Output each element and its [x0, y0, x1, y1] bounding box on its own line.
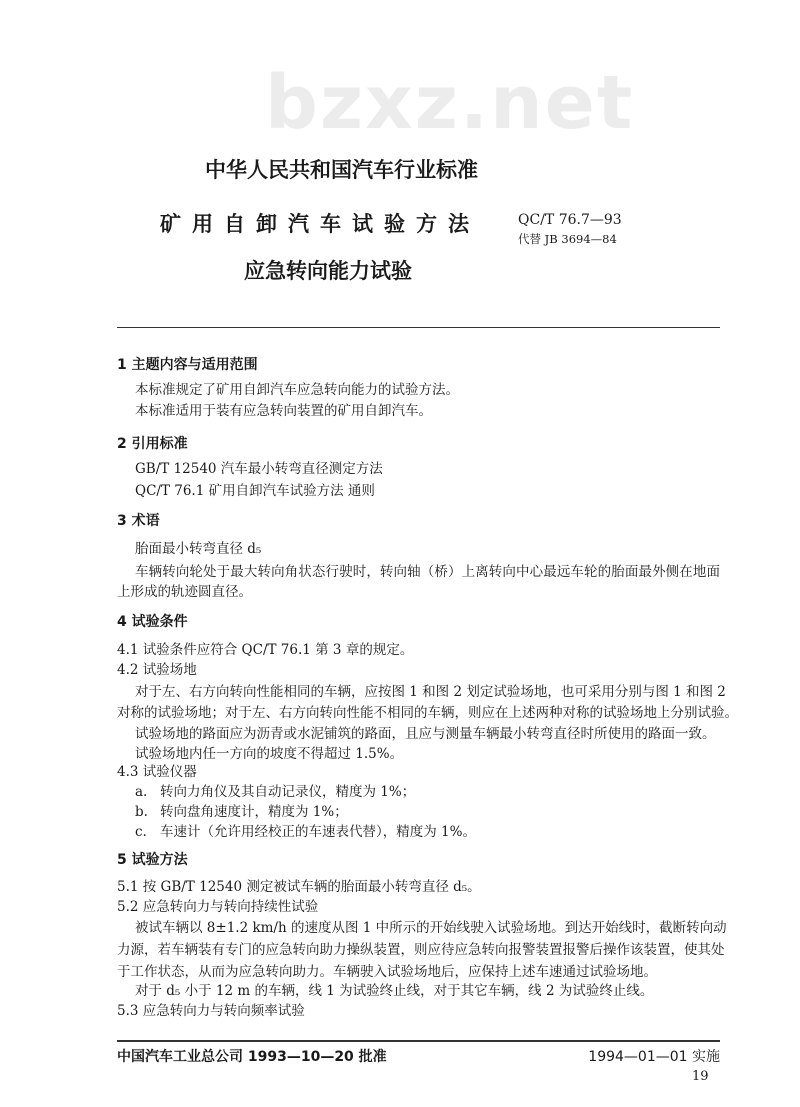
- watermark: bzxz.net: [265, 60, 635, 146]
- paragraph: 本标准规定了矿用自卸汽车应急转向能力的试验方法。: [135, 382, 459, 398]
- section-heading: 5 试验方法: [117, 852, 188, 868]
- section-heading: 2 引用标准: [117, 436, 188, 452]
- paragraph: 试验场地的路面应为沥青或水泥铺筑的路面，且应与测量车辆最小转弯直径时所使用的路面一致。: [135, 726, 716, 742]
- header-divider: [117, 327, 720, 328]
- paragraph: 力源，若车辆装有专门的应急转向助力操纵装置，则应待应急转向报警装置报警后操作该装置，使其处: [117, 942, 725, 958]
- doc-title: 矿用自卸汽车试验方法: [160, 212, 480, 236]
- paragraph: 对于 d₅ 小于 12 m 的车辆，线 1 为试验终止线，对于其它车辆，线 2 为试验终止线。: [135, 983, 654, 999]
- term: 胎面最小转弯直径 d₅: [135, 541, 262, 557]
- reference-item: QC/T 76.1 矿用自卸汽车试验方法 通则: [135, 483, 375, 499]
- paragraph: 本标准适用于装有应急转向装置的矿用自卸汽车。: [135, 403, 432, 419]
- doc-subtitle: 应急转向能力试验: [244, 259, 412, 283]
- list-marker: c.: [135, 824, 147, 840]
- paragraph: 上形成的轨迹圆直径。: [117, 584, 252, 600]
- list-item: 转向力角仪及其自动记录仪，精度为 1%；: [160, 784, 416, 800]
- clause: 5.2 应急转向力与转向持续性试验: [117, 899, 319, 915]
- list-item: 车速计（允许用经校正的车速表代替），精度为 1%。: [160, 824, 476, 840]
- effective-date: 1994—01—01 实施: [588, 1049, 720, 1065]
- clause: 4.3 试验仪器: [117, 764, 197, 780]
- list-item: 转向盘角速度计，精度为 1%；: [160, 804, 348, 820]
- section-heading: 4 试验条件: [117, 614, 188, 630]
- replaces-code: 代替 JB 3694—84: [518, 232, 617, 246]
- paragraph: 对于左、右方向转向性能相同的车辆，应按图 1 和图 2 划定试验场地，也可采用分别与图 1 和图 2: [135, 684, 726, 700]
- clause: 4.1 试验条件应符合 QC/T 76.1 第 3 章的规定。: [117, 642, 414, 658]
- clause: 5.1 按 GB/T 12540 测定被试车辆的胎面最小转弯直径 d₅。: [117, 879, 481, 895]
- reference-item: GB/T 12540 汽车最小转弯直径测定方法: [135, 461, 383, 477]
- approval-text: 中国汽车工业总公司 1993—10—20 批准: [117, 1049, 387, 1065]
- footer-divider: [117, 1040, 720, 1042]
- section-heading: 3 术语: [117, 513, 160, 529]
- list-marker: a.: [135, 784, 148, 800]
- clause: 4.2 试验场地: [117, 662, 197, 678]
- paragraph: 对称的试验场地；对于左、右方向转向性能不相同的车辆，则应在上述两种对称的试验场地上分别试验。: [117, 705, 738, 721]
- page-number: 19: [692, 1069, 709, 1084]
- paragraph: 试验场地内任一方向的坡度不得超过 1.5%。: [135, 746, 404, 762]
- org-title: 中华人民共和国汽车行业标准: [205, 158, 478, 182]
- standard-code: QC/T 76.7—93: [518, 212, 622, 228]
- list-marker: b.: [135, 804, 148, 820]
- clause: 5.3 应急转向力与转向频率试验: [117, 1003, 305, 1019]
- paragraph: 车辆转向轮处于最大转向角状态行驶时，转向轴（桥）上离转向中心最远车轮的胎面最外侧在地面: [135, 564, 720, 580]
- section-heading: 1 主题内容与适用范围: [117, 357, 258, 373]
- paragraph: 于工作状态，从而为应急转向助力。车辆驶入试验场地后，应保持上述车速通过试验场地。: [117, 964, 657, 980]
- paragraph: 被试车辆以 8±1.2 km/h 的速度从图 1 中所示的开始线驶入试验场地。到达开始线时，截断转向动: [135, 920, 727, 936]
